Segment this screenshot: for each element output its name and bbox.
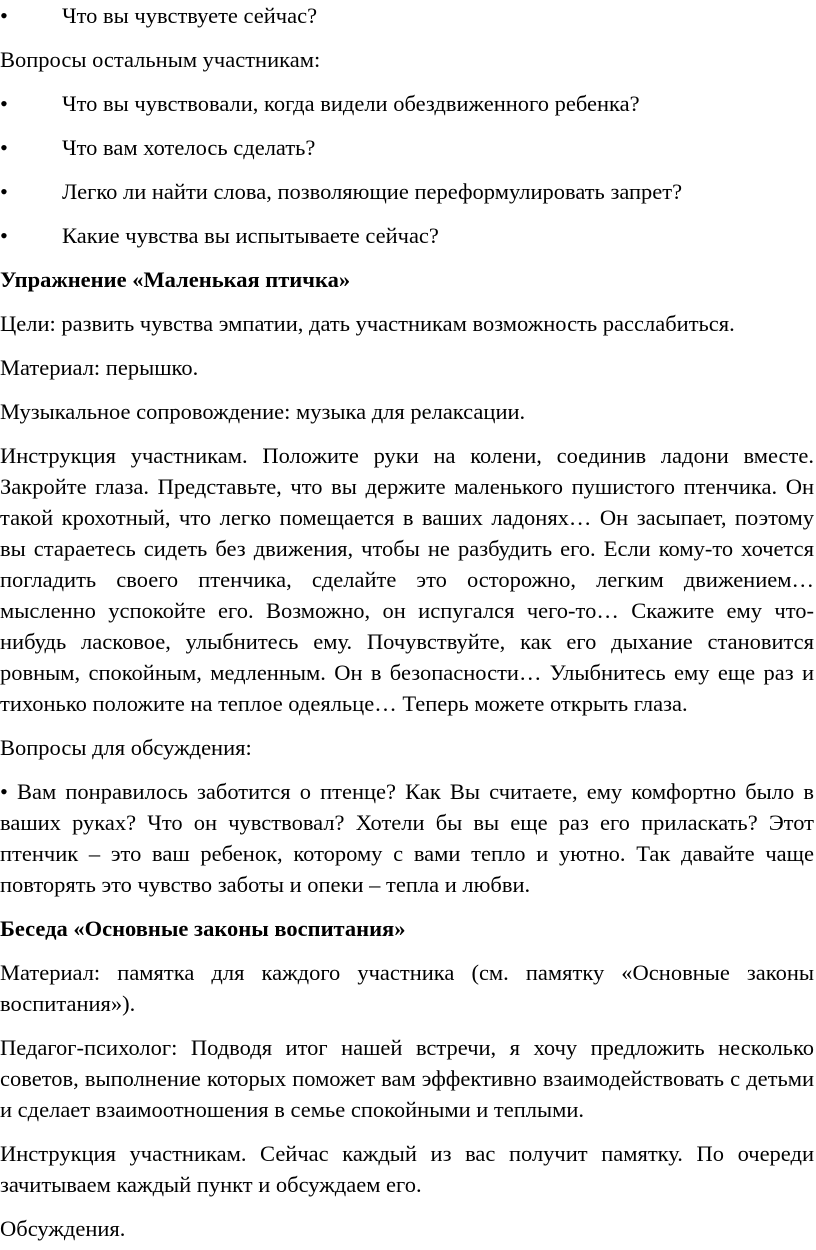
bullet-dot: •: [0, 3, 8, 28]
question-text: Какие чувства вы испытываете сейчас?: [62, 223, 439, 248]
talk-closing: Обсуждения.: [0, 1216, 126, 1241]
bullet-dot: •: [0, 179, 8, 204]
exercise-material: Материал: перышко.: [0, 355, 199, 380]
exercise-music: Музыкальное сопровождение: музыка для релаксации.: [0, 399, 526, 424]
others-heading: Вопросы остальным участникам:: [0, 47, 321, 72]
question-text: Что вы чувствуете сейчас?: [62, 3, 318, 28]
talk-material: Материал: памятка для каждого участника (см. памятку «Основные законы воспитания»).: [0, 960, 814, 1016]
discussion-heading: Вопросы для обсуждения:: [0, 735, 252, 760]
talk-instruction: Инструкция участникам. Сейчас каждый из вас получит памятку. По очереди зачитываем каждый пункт и обсуждаем его.: [0, 1141, 814, 1197]
bullet-dot: •: [0, 135, 8, 160]
question-text: Что вам хотелось сделать?: [62, 135, 316, 160]
discussion-text: • Вам понравилось заботится о птенце? Как Вы считаете, ему комфортно было в ваших руках? Что он чувствовал? Хотели бы вы еще раз его приласкать? Этот птенчик – это ваш ребенок, которому с вами тепло и уютно. Так давайте чаще повторять это чувство заботы и опеки – тепла и любви.: [0, 779, 814, 897]
bullet-question-feel-now: [0, 0, 814, 31]
bullet-dot: •: [0, 91, 8, 116]
exercise-instruction: Инструкция участникам. Положите руки на колени, соединив ладони вместе. Закройте глаза. Представьте, что вы держите маленького пушистого птенчика. Он такой крохотный, что легко помещается в ваших ладонях… Он засыпает, поэтому вы стараетесь сидеть без движения, чтобы не разбудить его. Если кому-то хочется погладить своего птенчика, сделайте это осторожно, легким движением… мысленно успокойте его. Возможно, он испугался чего-то… Скажите ему что-нибудь ласковое, улыбнитесь ему. Почувствуйте, как его дыхание становится ровным, спокойным, медленным. Он в безопасности… Улыбнитесь ему еще раз и тихонько положите на теплое одеяльце… Теперь можете открыть глаза.: [0, 443, 814, 716]
bullet-dot: •: [0, 223, 8, 248]
question-text: Легко ли найти слова, позволяющие переформулировать запрет?: [62, 179, 683, 204]
bullet-question-words: [0, 176, 814, 207]
bullet-question-feelings: [0, 220, 814, 251]
exercise-title: Упражнение «Маленькая птичка»: [0, 267, 351, 292]
bullet-question-immobilized: [0, 88, 814, 119]
bullet-question-wanted: [0, 132, 814, 163]
talk-psychologist: Педагог-психолог: Подводя итог нашей встречи, я хочу предложить несколько советов, выполнение которых поможет вам эффективно взаимодействовать с детьми и сделает взаимоотношения в семье спокойными и теплыми.: [0, 1035, 814, 1122]
question-text: Что вы чувствовали, когда видели обездвиженного ребенка?: [62, 91, 640, 116]
exercise-goals: Цели: развить чувства эмпатии, дать участникам возможность расслабиться.: [0, 311, 735, 336]
talk-title: Беседа «Основные законы воспитания»: [0, 916, 406, 941]
